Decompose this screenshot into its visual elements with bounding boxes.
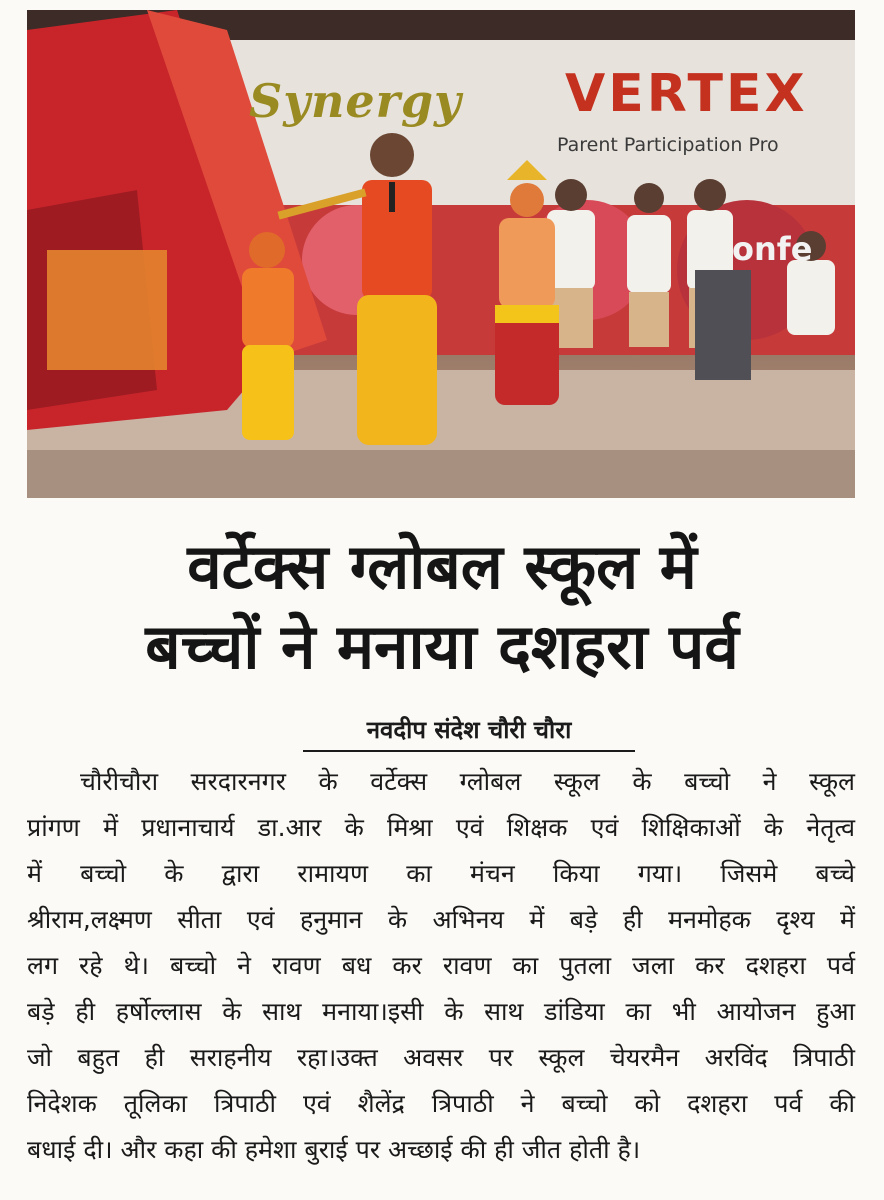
body-line: चौरीचौरा सरदारनगर के वर्टेक्स ग्लोबल स्कूल के बच्चो ने स्कूल xyxy=(80,767,855,796)
headline-line-1: वर्टेक्स ग्लोबल स्कूल में xyxy=(187,530,697,603)
banner-word: onfe xyxy=(732,230,813,268)
news-photo xyxy=(27,10,855,498)
dateline: नवदीप संदेश चौरी चौरा xyxy=(303,714,635,752)
body-line: में बच्चो के द्वारा रामायण का मंचन किया गया। जिसमे बच्चे xyxy=(27,859,855,888)
body-line: बधाई दी। और कहा की हमेशा बुराई पर अच्छाई की ही जीत होती है। xyxy=(27,1135,641,1164)
body-line: श्रीराम,लक्ष्मण सीता एवं हनुमान के अभिनय में बड़े ही मनमोहक दृश्य में xyxy=(27,905,855,934)
banner-subtitle: Parent Participation Pro xyxy=(557,134,779,156)
body-line: निदेशक तूलिका त्रिपाठी एवं शैलेंद्र त्रिपाठी ने बच्चो को दशहरा पर्व की xyxy=(27,1089,855,1118)
banner-synergy-logo: Synergy xyxy=(249,74,462,128)
banner-vertex-logo: VERTEX xyxy=(565,64,808,124)
body-line: जो बहुत ही सराहनीय रहा।उक्त अवसर पर स्कूल चेयरमैन अरविंद त्रिपाठी xyxy=(27,1043,855,1072)
headline-line-2: बच्चों ने मनाया दशहरा पर्व xyxy=(145,610,739,683)
body-line: बड़े ही हर्षोल्लास के साथ मनाया।इसी के साथ डांडिया का भी आयोजन हुआ xyxy=(27,997,855,1026)
body-line: प्रांगण में प्रधानाचार्य डा.आर के मिश्रा एवं शिक्षक एवं शिक्षिकाओं के नेतृत्व xyxy=(27,813,855,842)
body-line: लग रहे थे। बच्चो ने रावण बध कर रावण का पुतला जला कर दशहरा पर्व xyxy=(27,951,855,980)
